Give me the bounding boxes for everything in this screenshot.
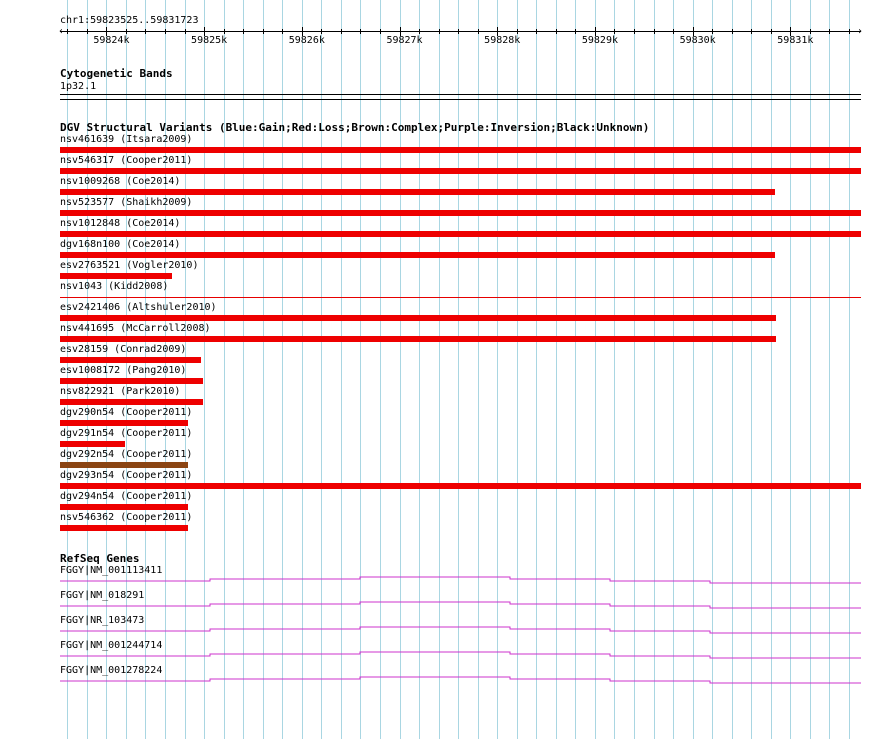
scroll-right-icon[interactable]: › xyxy=(857,26,864,37)
gene-label[interactable]: FGGY|NM_001113411 xyxy=(60,565,163,576)
variant-label[interactable]: nsv546362 (Cooper2011) xyxy=(60,512,193,523)
variant-label[interactable]: nsv546317 (Cooper2011) xyxy=(60,155,193,166)
variant-label[interactable]: dgv294n54 (Cooper2011) xyxy=(60,491,193,502)
variant-label[interactable]: dgv293n54 (Cooper2011) xyxy=(60,470,193,481)
variant-label[interactable]: esv1008172 (Pang2010) xyxy=(60,365,187,376)
variant-label[interactable]: nsv461639 (Itsara2009) xyxy=(60,134,193,145)
refseq-track-title: RefSeq Genes xyxy=(60,552,140,565)
cytoband-label: 1p32.1 xyxy=(60,81,97,92)
gene-label[interactable]: FGGY|NM_018291 xyxy=(60,590,145,601)
variant-label[interactable]: dgv290n54 (Cooper2011) xyxy=(60,407,193,418)
ruler-tick-label: 59830k xyxy=(679,35,716,46)
ruler-tick-label: 59824k xyxy=(93,35,130,46)
ruler-tick-label: 59829k xyxy=(581,35,618,46)
variant-label[interactable]: nsv1012848 (Coe2014) xyxy=(60,218,181,229)
region-label: chr1:59823525..59831723 xyxy=(60,15,199,26)
variant-label[interactable]: dgv291n54 (Cooper2011) xyxy=(60,428,193,439)
variant-label[interactable]: nsv1043 (Kidd2008) xyxy=(60,281,169,292)
cytoband-track-title: Cytogenetic Bands xyxy=(60,67,173,80)
gene-label[interactable]: FGGY|NM_001278224 xyxy=(60,665,163,676)
gene-label[interactable]: FGGY|NM_001244714 xyxy=(60,640,163,651)
ruler-tick-label: 59831k xyxy=(777,35,814,46)
variant-label[interactable]: dgv168n100 (Coe2014) xyxy=(60,239,181,250)
ruler-tick-label: 59827k xyxy=(386,35,423,46)
ruler-tick-label: 59826k xyxy=(288,35,325,46)
variant-label[interactable]: dgv292n54 (Cooper2011) xyxy=(60,449,193,460)
gene-label[interactable]: FGGY|NR_103473 xyxy=(60,615,145,626)
ruler-tick-label: 59825k xyxy=(191,35,228,46)
variant-label[interactable]: nsv441695 (McCarroll2008) xyxy=(60,323,211,334)
variant-label[interactable]: esv2421406 (Altshuler2010) xyxy=(60,302,217,313)
variant-label[interactable]: nsv1009268 (Coe2014) xyxy=(60,176,181,187)
dgv-track-title: DGV Structural Variants (Blue:Gain;Red:Loss;Brown:Complex;Purple:Inversion;Black:Unknown) xyxy=(60,121,650,134)
gene-line xyxy=(60,677,861,683)
variant-label[interactable]: nsv523577 (Shaikh2009) xyxy=(60,197,193,208)
variant-label[interactable]: nsv822921 (Park2010) xyxy=(60,386,181,397)
scroll-left-icon[interactable]: ‹ xyxy=(58,26,65,37)
variant-label[interactable]: esv2763521 (Vogler2010) xyxy=(60,260,199,271)
variant-label[interactable]: esv28159 (Conrad2009) xyxy=(60,344,187,355)
ruler-tick-label: 59828k xyxy=(484,35,521,46)
